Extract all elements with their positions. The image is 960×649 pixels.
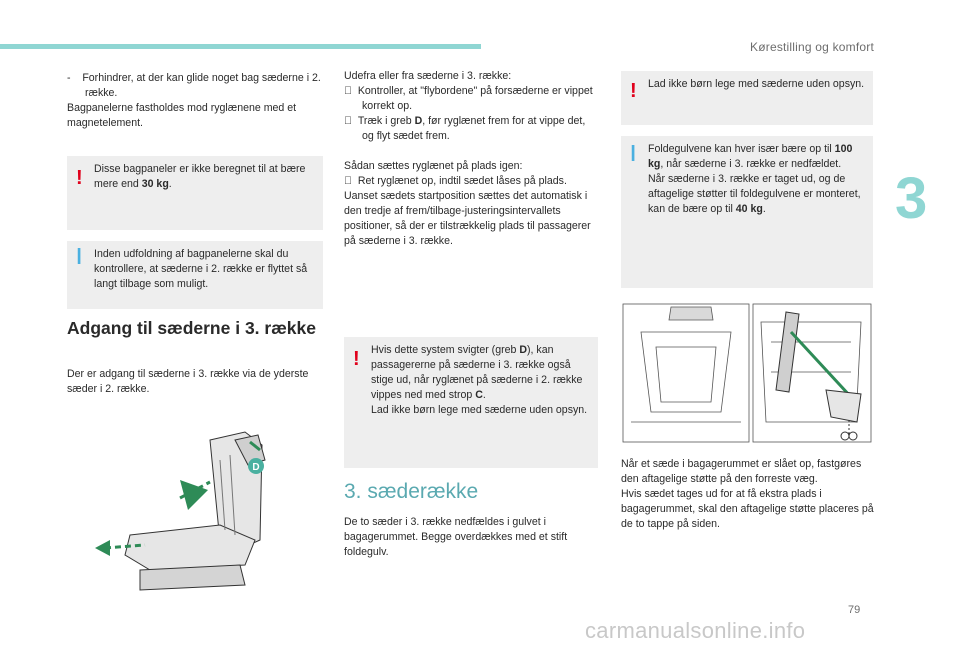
trunk-figure xyxy=(621,302,873,444)
dash-item: - Forhindrer, at der kan glide noget bag sæderne i 2. række. xyxy=(67,72,321,99)
slide-arrow-icon xyxy=(95,540,110,556)
column-3-text: Når et sæde i bagagerummet er slået op, fastgøres den aftagelige støtte på den forreste væg. Hvis sædet tages ud for at få ekstra plads i bagagerummet, skal den aftagelige støtte placeres på de to tappe på siden. xyxy=(621,458,874,530)
section-paragraph: Der er adgang til sæderne i 3. række via de yderste sæder i 2. række. xyxy=(67,368,309,395)
warning-box-1: ! Disse bagpaneler er ikke beregnet til at bære mere end 30 kg. xyxy=(67,156,323,230)
trunk-illustration xyxy=(621,302,873,444)
bullet-item: Træk i greb D, før ryglænet frem for at vippe det, og flyt sædet frem. xyxy=(344,115,593,142)
watermark: carmanualsonline.info xyxy=(585,618,806,643)
seat-figure xyxy=(70,420,310,605)
arrow-bullet-icon xyxy=(344,85,350,97)
arrow-bullet-icon xyxy=(344,115,350,127)
peg-icon xyxy=(841,432,849,440)
header-accent-bar xyxy=(0,44,481,49)
column-1-text xyxy=(67,71,323,131)
section-title-access: Adgang til sæderne i 3. række xyxy=(67,318,316,338)
info-bar-icon: ǀ xyxy=(76,244,83,269)
exclamation-icon: ! xyxy=(353,348,360,370)
removable-support xyxy=(776,312,799,392)
chapter-number: 3 xyxy=(895,166,928,231)
seat-cushion xyxy=(125,525,255,570)
fold-arrow-icon xyxy=(180,480,208,510)
exclamation-icon: ! xyxy=(76,167,83,189)
page-number: 79 xyxy=(848,604,861,616)
trunk-panel-left xyxy=(623,304,749,442)
warning-box-2: ! Hvis dette system svigter (greb D), kan passagererne på sæderne i 3. række også stige ud, når ryglænet på sæderne i 2. række vippes ned med strop C. Lad ikke børn lege med sæderne uden opsyn. xyxy=(344,337,598,468)
support-bracket xyxy=(826,390,861,422)
paragraph: Bagpanelerne fastholdes mod ryglænene med et magnetelement. xyxy=(67,102,297,129)
info-box-2: ǀ Foldegulvene kan hver især bære op til 100 kg, når sæderne i 3. række er nedfældet. Når sæderne i 3. række er taget ud, og de aftagelige støtter til foldegulvene er monteret, kan de bære op til 40 kg. xyxy=(621,136,873,288)
seat-illustration xyxy=(70,420,310,605)
exclamation-icon: ! xyxy=(630,80,637,102)
bullet-item: Ret ryglænet op, indtil sædet låses på plads. xyxy=(344,175,559,187)
section-paragraph-third-row: De to sæder i 3. række nedfældes i gulvet i bagagerummet. Begge overdækkes med et stift foldegulv. xyxy=(344,516,568,558)
peg-icon xyxy=(849,432,857,440)
bullet-item: Kontroller, at "flybordene" på forsæderne er vippet korrekt op. xyxy=(344,85,585,112)
dash-icon: - xyxy=(67,72,83,84)
arrow-bullet-icon xyxy=(344,175,350,187)
info-bar-icon: ǀ xyxy=(630,141,637,166)
seat-base xyxy=(140,565,245,590)
section-title-third-row: 3. sæderække xyxy=(344,480,479,503)
info-box-1: ǀ Inden udfoldning af bagpanelerne skal du kontrollere, at sæderne i 2. række er flyttet så langt tilbage som muligt. xyxy=(67,241,323,309)
page-header-title: Kørestilling og komfort xyxy=(750,40,874,54)
column-2-text: Udefra eller fra sæderne i 3. række: Kontroller, at "flybordene" på forsæderne er vippet korrekt op. Træk i greb D, før ryglænet frem for at vippe det, og flyt sædet frem. Sådan sættes ryglænet på plads igen: Ret ryglænet op, indtil sædet låses på plads. Uanset sædets startposition sættes det automatisk i den tredje af frem/tilbage-justeringsintervallets positioner, så der er tilstrækkelig plads til passagerer på sæderne i 3. række. xyxy=(344,69,600,249)
handle-d-label: D xyxy=(252,462,260,473)
warning-box-3: ! Lad ikke børn lege med sæderne uden opsyn. xyxy=(621,71,873,125)
